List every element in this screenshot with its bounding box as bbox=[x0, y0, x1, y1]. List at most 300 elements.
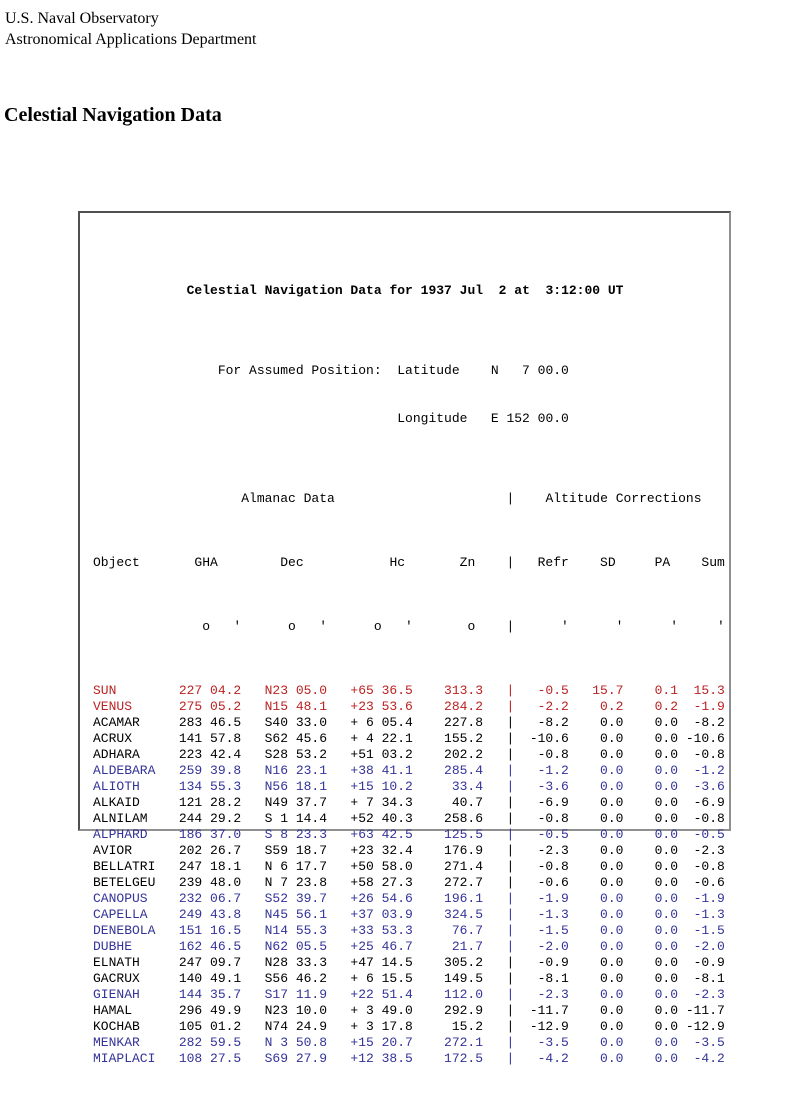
gha-units: o ' bbox=[202, 619, 242, 634]
row-separator: | bbox=[506, 955, 515, 970]
dec-cell: S28 53.2 bbox=[264, 747, 328, 762]
pa-cell: 0.0 bbox=[654, 923, 679, 938]
gap bbox=[335, 491, 507, 507]
refr-cell: -0.9 bbox=[537, 955, 569, 970]
dec-cell: S56 46.2 bbox=[264, 971, 328, 986]
table-column-header-row bbox=[93, 555, 729, 571]
gha-cell: 134 55.3 bbox=[178, 779, 242, 794]
table-row bbox=[93, 811, 729, 827]
refr-cell: -2.0 bbox=[537, 939, 569, 954]
zn-cell: 284.2 bbox=[444, 699, 484, 714]
dec-cell: N23 10.0 bbox=[264, 1003, 328, 1018]
pa-cell: 0.0 bbox=[654, 715, 679, 730]
almanac-data-header: Almanac Data bbox=[241, 491, 335, 506]
sum-cell: -2.3 bbox=[693, 843, 725, 858]
row-separator: | bbox=[506, 827, 515, 842]
page-title: Celestial Navigation Data bbox=[4, 104, 222, 126]
zn-cell: 258.6 bbox=[444, 811, 484, 826]
gha-cell: 144 35.7 bbox=[178, 987, 242, 1002]
report-title: Celestial Navigation Data for 1937 Jul 2 at 3:12:00 UT bbox=[186, 283, 624, 298]
pa-units: ' bbox=[670, 619, 679, 634]
refr-cell: -3.6 bbox=[537, 779, 569, 794]
hc-cell: + 4 22.1 bbox=[350, 731, 413, 746]
object-name-cell: MENKAR bbox=[93, 1035, 140, 1050]
sd-cell: 0.0 bbox=[600, 1051, 624, 1066]
row-separator: | bbox=[506, 1003, 515, 1018]
table-row bbox=[93, 955, 729, 971]
altitude-corrections-header: Altitude Corrections bbox=[545, 491, 702, 506]
hc-cell: +33 53.3 bbox=[350, 923, 413, 938]
table-row bbox=[93, 683, 729, 699]
gha-cell: 202 26.7 bbox=[178, 843, 242, 858]
row-separator: | bbox=[506, 795, 515, 810]
sd-cell: 0.0 bbox=[600, 955, 624, 970]
gha-cell: 249 43.8 bbox=[178, 907, 242, 922]
gha-cell: 282 59.5 bbox=[178, 1035, 242, 1050]
sum-cell: 15.3 bbox=[693, 683, 725, 698]
sd-cell: 0.0 bbox=[600, 731, 624, 746]
refr-cell: -0.5 bbox=[537, 827, 569, 842]
dec-cell: N45 56.1 bbox=[264, 907, 328, 922]
pa-cell: 0.0 bbox=[654, 971, 679, 986]
object-name-cell: ALKAID bbox=[93, 795, 140, 810]
object-column-header: Object bbox=[93, 555, 140, 570]
hc-cell: + 3 17.8 bbox=[350, 1019, 413, 1034]
hc-cell: +23 53.6 bbox=[350, 699, 413, 714]
zn-cell: 196.1 bbox=[444, 891, 484, 906]
hc-cell: +52 40.3 bbox=[350, 811, 413, 826]
sd-cell: 0.0 bbox=[600, 1003, 624, 1018]
gha-cell: 244 29.2 bbox=[178, 811, 242, 826]
pa-cell: 0.0 bbox=[654, 907, 679, 922]
hc-cell: +26 54.6 bbox=[350, 891, 413, 906]
sd-cell: 0.0 bbox=[600, 747, 624, 762]
sd-cell: 0.0 bbox=[600, 859, 624, 874]
agency-line1: U.S. Naval Observatory bbox=[5, 10, 159, 27]
gha-cell: 162 46.5 bbox=[178, 939, 242, 954]
table-row bbox=[93, 763, 729, 779]
hc-cell: +22 51.4 bbox=[350, 987, 413, 1002]
row-separator: | bbox=[506, 1051, 515, 1066]
object-name-cell: DENEBOLA bbox=[93, 923, 156, 938]
dec-cell: N74 24.9 bbox=[264, 1019, 328, 1034]
table-row bbox=[93, 923, 729, 939]
agency-line2: Astronomical Applications Department bbox=[5, 31, 257, 48]
hc-cell: +65 36.5 bbox=[350, 683, 413, 698]
gha-cell: 239 48.0 bbox=[178, 875, 242, 890]
sum-cell: -0.6 bbox=[693, 875, 725, 890]
assumed-position-label: For Assumed Position: bbox=[217, 363, 382, 378]
sum-cell: -10.6 bbox=[685, 731, 725, 746]
hc-cell: +58 27.3 bbox=[350, 875, 413, 890]
object-name-cell: GIENAH bbox=[93, 987, 140, 1002]
refr-cell: -8.1 bbox=[537, 971, 569, 986]
object-name-cell: ALIOTH bbox=[93, 779, 140, 794]
pa-cell: 0.0 bbox=[654, 843, 679, 858]
agency-header bbox=[5, 8, 257, 50]
longitude-value: E 152 00.0 bbox=[490, 411, 569, 426]
object-name-cell: BELLATRI bbox=[93, 859, 156, 874]
gha-cell: 223 42.4 bbox=[178, 747, 242, 762]
hc-units: o ' bbox=[373, 619, 413, 634]
gha-cell: 275 05.2 bbox=[178, 699, 242, 714]
hc-column-header: Hc bbox=[389, 555, 406, 570]
gha-cell: 259 39.8 bbox=[178, 763, 242, 778]
refr-cell: -0.8 bbox=[537, 859, 569, 874]
sum-units: ' bbox=[717, 619, 725, 634]
dec-cell: N49 37.7 bbox=[264, 795, 328, 810]
dec-units: o ' bbox=[288, 619, 328, 634]
refr-cell: -2.3 bbox=[537, 987, 569, 1002]
indent bbox=[93, 363, 218, 379]
sum-cell: -11.7 bbox=[685, 1003, 725, 1018]
sd-cell: 0.0 bbox=[600, 1035, 624, 1050]
column-separator: | bbox=[506, 491, 515, 506]
dec-cell: N28 33.3 bbox=[264, 955, 328, 970]
gap bbox=[382, 363, 398, 379]
pa-cell: 0.0 bbox=[654, 779, 679, 794]
sum-cell: -12.9 bbox=[685, 1019, 725, 1034]
pa-cell: 0.0 bbox=[654, 731, 679, 746]
row-separator: | bbox=[506, 971, 515, 986]
object-name-cell: ALDEBARA bbox=[93, 763, 156, 778]
sd-cell: 0.0 bbox=[600, 779, 624, 794]
gha-cell: 105 01.2 bbox=[178, 1019, 242, 1034]
gha-cell: 140 49.1 bbox=[178, 971, 242, 986]
refr-cell: -0.8 bbox=[537, 811, 569, 826]
gha-cell: 186 37.0 bbox=[178, 827, 242, 842]
table-row bbox=[93, 971, 729, 987]
object-name-cell: DUBHE bbox=[93, 939, 133, 954]
refr-units: ' bbox=[561, 619, 569, 634]
refr-cell: -11.7 bbox=[529, 1003, 569, 1018]
dec-cell: N 6 17.7 bbox=[264, 859, 328, 874]
table-row bbox=[93, 907, 729, 923]
refr-cell: -1.2 bbox=[537, 763, 569, 778]
zn-cell: 292.9 bbox=[444, 1003, 484, 1018]
dec-cell: N56 18.1 bbox=[264, 779, 328, 794]
row-separator: | bbox=[506, 763, 515, 778]
sum-cell: -4.2 bbox=[693, 1051, 725, 1066]
row-separator: | bbox=[506, 699, 515, 714]
hc-cell: +51 03.2 bbox=[350, 747, 413, 762]
object-name-cell: AVIOR bbox=[93, 843, 133, 858]
object-name-cell: GACRUX bbox=[93, 971, 140, 986]
row-separator: | bbox=[506, 907, 515, 922]
sum-cell: -0.8 bbox=[693, 811, 725, 826]
gha-column-header: GHA bbox=[194, 555, 218, 570]
zn-cell: 21.7 bbox=[451, 939, 484, 954]
zn-cell: 76.7 bbox=[451, 923, 484, 938]
table-row bbox=[93, 795, 729, 811]
gha-cell: 227 04.2 bbox=[178, 683, 242, 698]
latitude-value: N 7 00.0 bbox=[490, 363, 569, 378]
sd-cell: 0.0 bbox=[600, 875, 624, 890]
gha-cell: 247 09.7 bbox=[178, 955, 242, 970]
table-row bbox=[93, 1019, 729, 1035]
sd-cell: 0.0 bbox=[600, 971, 624, 986]
dec-cell: S40 33.0 bbox=[264, 715, 328, 730]
object-name-cell: ALPHARD bbox=[93, 827, 148, 842]
latitude-label: Latitude bbox=[397, 363, 460, 378]
hc-cell: +63 42.5 bbox=[350, 827, 413, 842]
zn-units: o bbox=[467, 619, 476, 634]
table-row bbox=[93, 987, 729, 1003]
pa-cell: 0.0 bbox=[654, 859, 679, 874]
zn-cell: 272.1 bbox=[444, 1035, 484, 1050]
zn-cell: 125.5 bbox=[444, 827, 484, 842]
sd-cell: 0.0 bbox=[600, 763, 624, 778]
table-row bbox=[93, 1003, 729, 1019]
hc-cell: + 6 15.5 bbox=[350, 971, 413, 986]
object-name-cell: BETELGEU bbox=[93, 875, 156, 890]
hc-cell: +15 20.7 bbox=[350, 1035, 413, 1050]
hc-cell: +25 46.7 bbox=[350, 939, 413, 954]
pa-cell: 0.2 bbox=[654, 699, 679, 714]
table-row bbox=[93, 875, 729, 891]
hc-cell: +50 58.0 bbox=[350, 859, 413, 874]
table-row bbox=[93, 699, 729, 715]
table-group-header-row bbox=[93, 491, 729, 507]
zn-cell: 305.2 bbox=[444, 955, 484, 970]
object-name-cell: ACAMAR bbox=[93, 715, 140, 730]
row-separator: | bbox=[506, 875, 515, 890]
dec-cell: S17 11.9 bbox=[264, 987, 328, 1002]
refr-cell: -1.5 bbox=[537, 923, 569, 938]
pa-cell: 0.0 bbox=[654, 827, 679, 842]
zn-cell: 172.5 bbox=[444, 1051, 484, 1066]
sd-cell: 0.0 bbox=[600, 987, 624, 1002]
hc-cell: +38 41.1 bbox=[350, 763, 413, 778]
refr-cell: -6.9 bbox=[537, 795, 569, 810]
zn-cell: 149.5 bbox=[444, 971, 484, 986]
row-separator: | bbox=[506, 891, 515, 906]
refr-cell: -0.8 bbox=[537, 747, 569, 762]
sum-cell: -0.5 bbox=[693, 827, 725, 842]
dec-cell: N14 55.3 bbox=[264, 923, 328, 938]
object-name-cell: SUN bbox=[93, 683, 117, 698]
pa-cell: 0.0 bbox=[654, 795, 679, 810]
refr-cell: -0.5 bbox=[537, 683, 569, 698]
dec-cell: S 8 23.3 bbox=[264, 827, 328, 842]
dec-cell: S 1 14.4 bbox=[264, 811, 328, 826]
sum-cell: -2.0 bbox=[693, 939, 725, 954]
zn-cell: 313.3 bbox=[444, 683, 484, 698]
sum-cell: -1.5 bbox=[693, 923, 725, 938]
pa-cell: 0.0 bbox=[654, 1003, 679, 1018]
zn-cell: 40.7 bbox=[451, 795, 484, 810]
hc-cell: +37 03.9 bbox=[350, 907, 413, 922]
pa-cell: 0.0 bbox=[654, 1051, 679, 1066]
object-name-cell: MIAPLACI bbox=[93, 1051, 156, 1066]
sum-cell: -1.9 bbox=[693, 699, 725, 714]
pa-cell: 0.0 bbox=[654, 811, 679, 826]
refr-cell: -4.2 bbox=[537, 1051, 569, 1066]
zn-column-header: Zn bbox=[459, 555, 476, 570]
table-row bbox=[93, 715, 729, 731]
refr-cell: -10.6 bbox=[529, 731, 569, 746]
zn-cell: 202.2 bbox=[444, 747, 484, 762]
dec-cell: N 3 50.8 bbox=[264, 1035, 328, 1050]
object-name-cell: ACRUX bbox=[93, 731, 133, 746]
zn-cell: 285.4 bbox=[444, 763, 484, 778]
assumed-position-latitude-row bbox=[93, 363, 729, 379]
row-separator: | bbox=[506, 811, 515, 826]
sd-cell: 0.0 bbox=[600, 939, 624, 954]
object-name-cell: HAMAL bbox=[93, 1003, 133, 1018]
refr-cell: -12.9 bbox=[529, 1019, 569, 1034]
pa-cell: 0.0 bbox=[654, 955, 679, 970]
object-name-cell: KOCHAB bbox=[93, 1019, 140, 1034]
gha-cell: 232 06.7 bbox=[178, 891, 242, 906]
row-separator: | bbox=[506, 923, 515, 938]
pa-cell: 0.0 bbox=[654, 747, 679, 762]
dec-cell: N23 05.0 bbox=[264, 683, 328, 698]
sum-cell: -8.1 bbox=[693, 971, 725, 986]
sd-cell: 0.2 bbox=[600, 699, 624, 714]
gha-cell: 121 28.2 bbox=[178, 795, 242, 810]
gha-cell: 283 46.5 bbox=[178, 715, 242, 730]
pa-column-header: PA bbox=[654, 555, 671, 570]
row-separator: | bbox=[506, 731, 515, 746]
dec-cell: S59 18.7 bbox=[264, 843, 328, 858]
sd-units: ' bbox=[615, 619, 624, 634]
hc-cell: + 7 34.3 bbox=[350, 795, 413, 810]
sum-cell: -1.2 bbox=[693, 763, 725, 778]
sd-column-header: SD bbox=[600, 555, 616, 570]
gha-cell: 247 18.1 bbox=[178, 859, 242, 874]
zn-cell: 155.2 bbox=[444, 731, 484, 746]
table-row bbox=[93, 1051, 729, 1067]
table-row bbox=[93, 939, 729, 955]
pa-cell: 0.0 bbox=[654, 939, 679, 954]
table-units-row bbox=[93, 619, 729, 635]
hc-cell: +15 10.2 bbox=[350, 779, 413, 794]
hc-cell: + 6 05.4 bbox=[350, 715, 413, 730]
refr-cell: -8.2 bbox=[537, 715, 569, 730]
refr-cell: -3.5 bbox=[537, 1035, 569, 1050]
hc-cell: +47 14.5 bbox=[350, 955, 413, 970]
pa-cell: 0.0 bbox=[654, 763, 679, 778]
refr-cell: -1.3 bbox=[537, 907, 569, 922]
sd-cell: 0.0 bbox=[600, 811, 624, 826]
table-row bbox=[93, 827, 729, 843]
row-separator: | bbox=[506, 1035, 515, 1050]
sum-cell: -0.9 bbox=[693, 955, 725, 970]
sum-cell: -2.3 bbox=[693, 987, 725, 1002]
indent bbox=[93, 491, 241, 507]
object-name-cell: CANOPUS bbox=[93, 891, 148, 906]
refr-cell: -2.2 bbox=[537, 699, 569, 714]
refr-cell: -0.6 bbox=[537, 875, 569, 890]
sum-column-header: Sum bbox=[701, 555, 725, 570]
object-name-cell: ELNATH bbox=[93, 955, 140, 970]
zn-cell: 324.5 bbox=[444, 907, 484, 922]
column-separator: | bbox=[506, 555, 515, 570]
zn-cell: 227.8 bbox=[444, 715, 484, 730]
gap bbox=[514, 491, 545, 507]
sum-cell: -0.8 bbox=[693, 747, 725, 762]
dec-cell: S52 39.7 bbox=[264, 891, 328, 906]
refr-cell: -1.9 bbox=[537, 891, 569, 906]
object-name-cell: ALNILAM bbox=[93, 811, 148, 826]
dec-column-header: Dec bbox=[280, 555, 304, 570]
pa-cell: 0.0 bbox=[654, 987, 679, 1002]
gha-cell: 296 49.9 bbox=[178, 1003, 242, 1018]
dec-cell: S62 45.6 bbox=[264, 731, 328, 746]
sd-cell: 15.7 bbox=[592, 683, 624, 698]
row-separator: | bbox=[506, 987, 515, 1002]
indent bbox=[93, 411, 397, 427]
sum-cell: -6.9 bbox=[693, 795, 725, 810]
pa-cell: 0.0 bbox=[654, 1035, 679, 1050]
table-row bbox=[93, 779, 729, 795]
hc-cell: + 3 49.0 bbox=[350, 1003, 413, 1018]
dec-cell: N16 23.1 bbox=[264, 763, 328, 778]
sum-cell: -1.3 bbox=[693, 907, 725, 922]
sum-cell: -3.5 bbox=[693, 1035, 725, 1050]
sum-cell: -1.9 bbox=[693, 891, 725, 906]
report-box bbox=[78, 211, 731, 1066]
dec-cell: N15 48.1 bbox=[264, 699, 328, 714]
refr-cell: -2.3 bbox=[537, 843, 569, 858]
table-row bbox=[93, 1035, 729, 1051]
longitude-label: Longitude bbox=[397, 411, 468, 426]
zn-cell: 33.4 bbox=[451, 779, 484, 794]
dec-cell: N62 05.5 bbox=[264, 939, 328, 954]
sd-cell: 0.0 bbox=[600, 795, 624, 810]
gha-cell: 141 57.8 bbox=[178, 731, 242, 746]
dec-cell: S69 27.9 bbox=[264, 1051, 328, 1066]
pa-cell: 0.0 bbox=[654, 1019, 679, 1034]
sd-cell: 0.0 bbox=[600, 891, 624, 906]
sum-cell: -8.2 bbox=[693, 715, 725, 730]
sd-cell: 0.0 bbox=[600, 923, 624, 938]
table-row bbox=[93, 859, 729, 875]
column-separator: | bbox=[506, 619, 515, 634]
row-separator: | bbox=[506, 747, 515, 762]
zn-cell: 272.7 bbox=[444, 875, 484, 890]
table-row bbox=[93, 891, 729, 907]
refr-column-header: Refr bbox=[537, 555, 569, 570]
gha-cell: 108 27.5 bbox=[178, 1051, 242, 1066]
sd-cell: 0.0 bbox=[600, 827, 624, 842]
zn-cell: 271.4 bbox=[444, 859, 484, 874]
zn-cell: 176.9 bbox=[444, 843, 484, 858]
row-separator: | bbox=[506, 843, 515, 858]
units-blank bbox=[93, 619, 179, 635]
zn-cell: 112.0 bbox=[444, 987, 484, 1002]
dec-cell: N 7 23.8 bbox=[264, 875, 328, 890]
row-separator: | bbox=[506, 779, 515, 794]
gha-cell: 151 16.5 bbox=[178, 923, 242, 938]
row-separator: | bbox=[506, 715, 515, 730]
pa-cell: 0.0 bbox=[654, 891, 679, 906]
hc-cell: +12 38.5 bbox=[350, 1051, 413, 1066]
sd-cell: 0.0 bbox=[600, 715, 624, 730]
object-name-cell: ADHARA bbox=[93, 747, 140, 762]
row-separator: | bbox=[506, 1019, 515, 1034]
sum-cell: -0.8 bbox=[693, 859, 725, 874]
row-separator: | bbox=[506, 939, 515, 954]
sd-cell: 0.0 bbox=[600, 843, 624, 858]
object-name-cell: CAPELLA bbox=[93, 907, 148, 922]
assumed-position-longitude-row bbox=[93, 411, 729, 427]
almanac-table-rows bbox=[93, 683, 729, 1067]
row-separator: | bbox=[506, 859, 515, 874]
object-name-cell: VENUS bbox=[93, 699, 133, 714]
pa-cell: 0.0 bbox=[654, 875, 679, 890]
